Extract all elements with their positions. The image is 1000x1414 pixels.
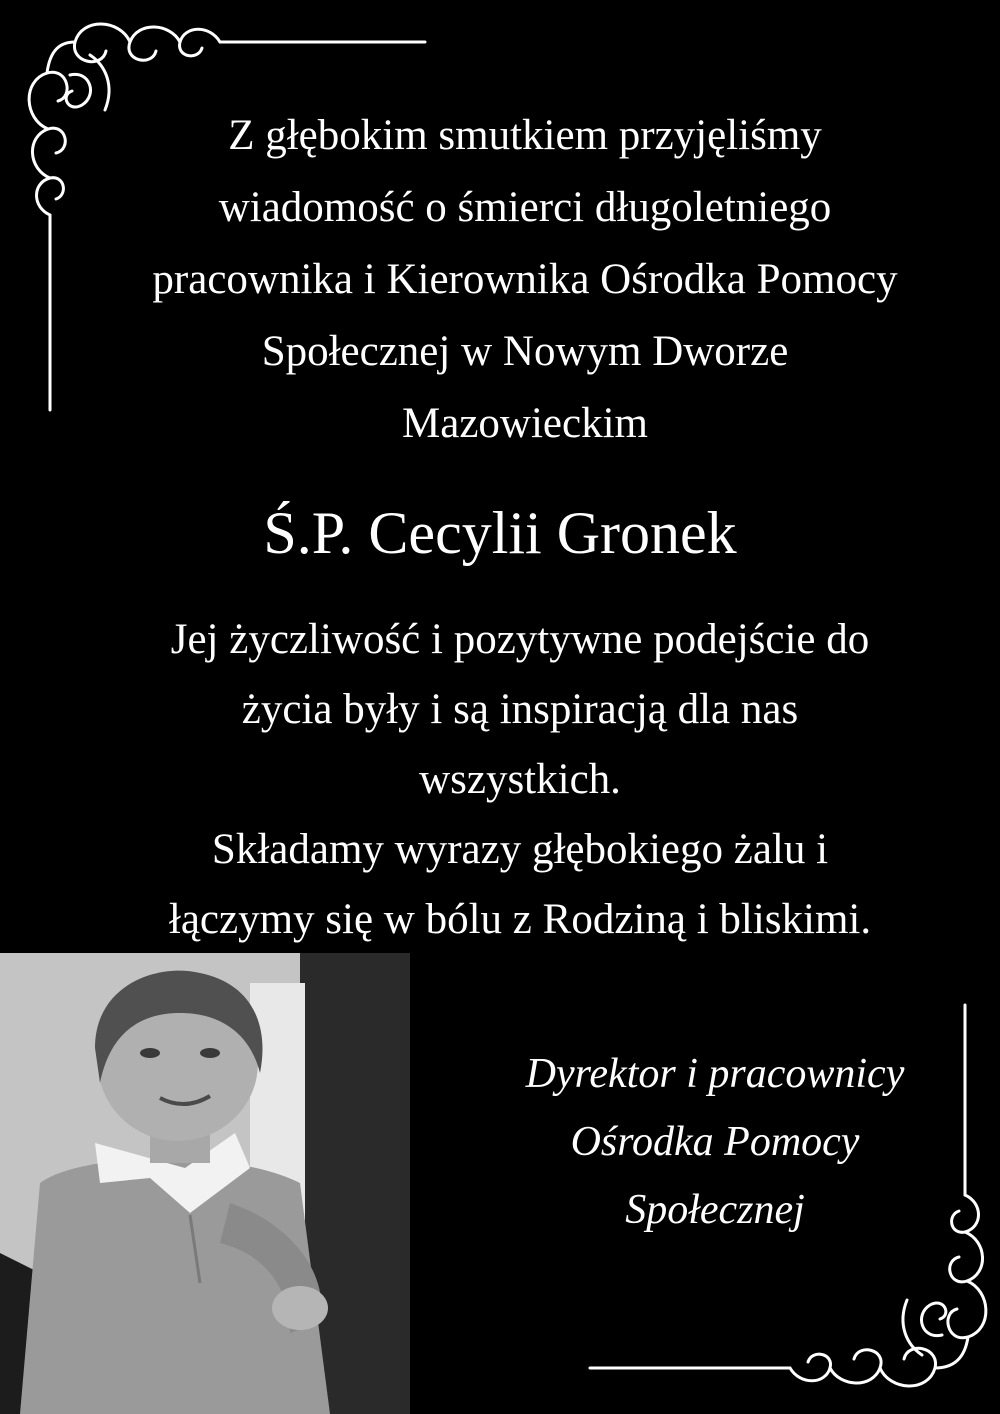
intro-line: pracownika i Kierownika Ośrodka Pomocy: [152, 256, 898, 303]
intro-line: Mazowieckim: [402, 400, 648, 447]
signature-text: [470, 1040, 960, 1244]
intro-line: Z głębokim smutkiem przyjęliśmy: [228, 112, 822, 159]
signature-line: Ośrodka Pomocy: [570, 1119, 860, 1165]
signature-line: Dyrektor i pracownicy: [525, 1051, 905, 1097]
deceased-name: Ś.P. Cecylii Gronek: [263, 500, 737, 566]
tribute-line: życia były i są inspiracją dla nas: [241, 686, 799, 733]
tribute-line: Jej życzliwość i pozytywne podejście do: [170, 616, 870, 663]
tribute-line: Składamy wyrazy głębokiego żalu i: [211, 826, 829, 873]
portrait-photo: [0, 953, 410, 1414]
intro-line: wiadomość o śmierci długoletniego: [218, 184, 832, 231]
tribute-text: [40, 605, 1000, 955]
tribute-line: łączymy się w bólu z Rodziną i bliskimi.: [168, 896, 872, 943]
intro-line: Społecznej w Nowym Dworze: [261, 328, 789, 375]
intro-text: [50, 100, 1000, 460]
signature-line: Społecznej: [625, 1187, 805, 1233]
tribute-line: wszystkich.: [419, 756, 621, 803]
portrait-icon: [0, 953, 410, 1414]
